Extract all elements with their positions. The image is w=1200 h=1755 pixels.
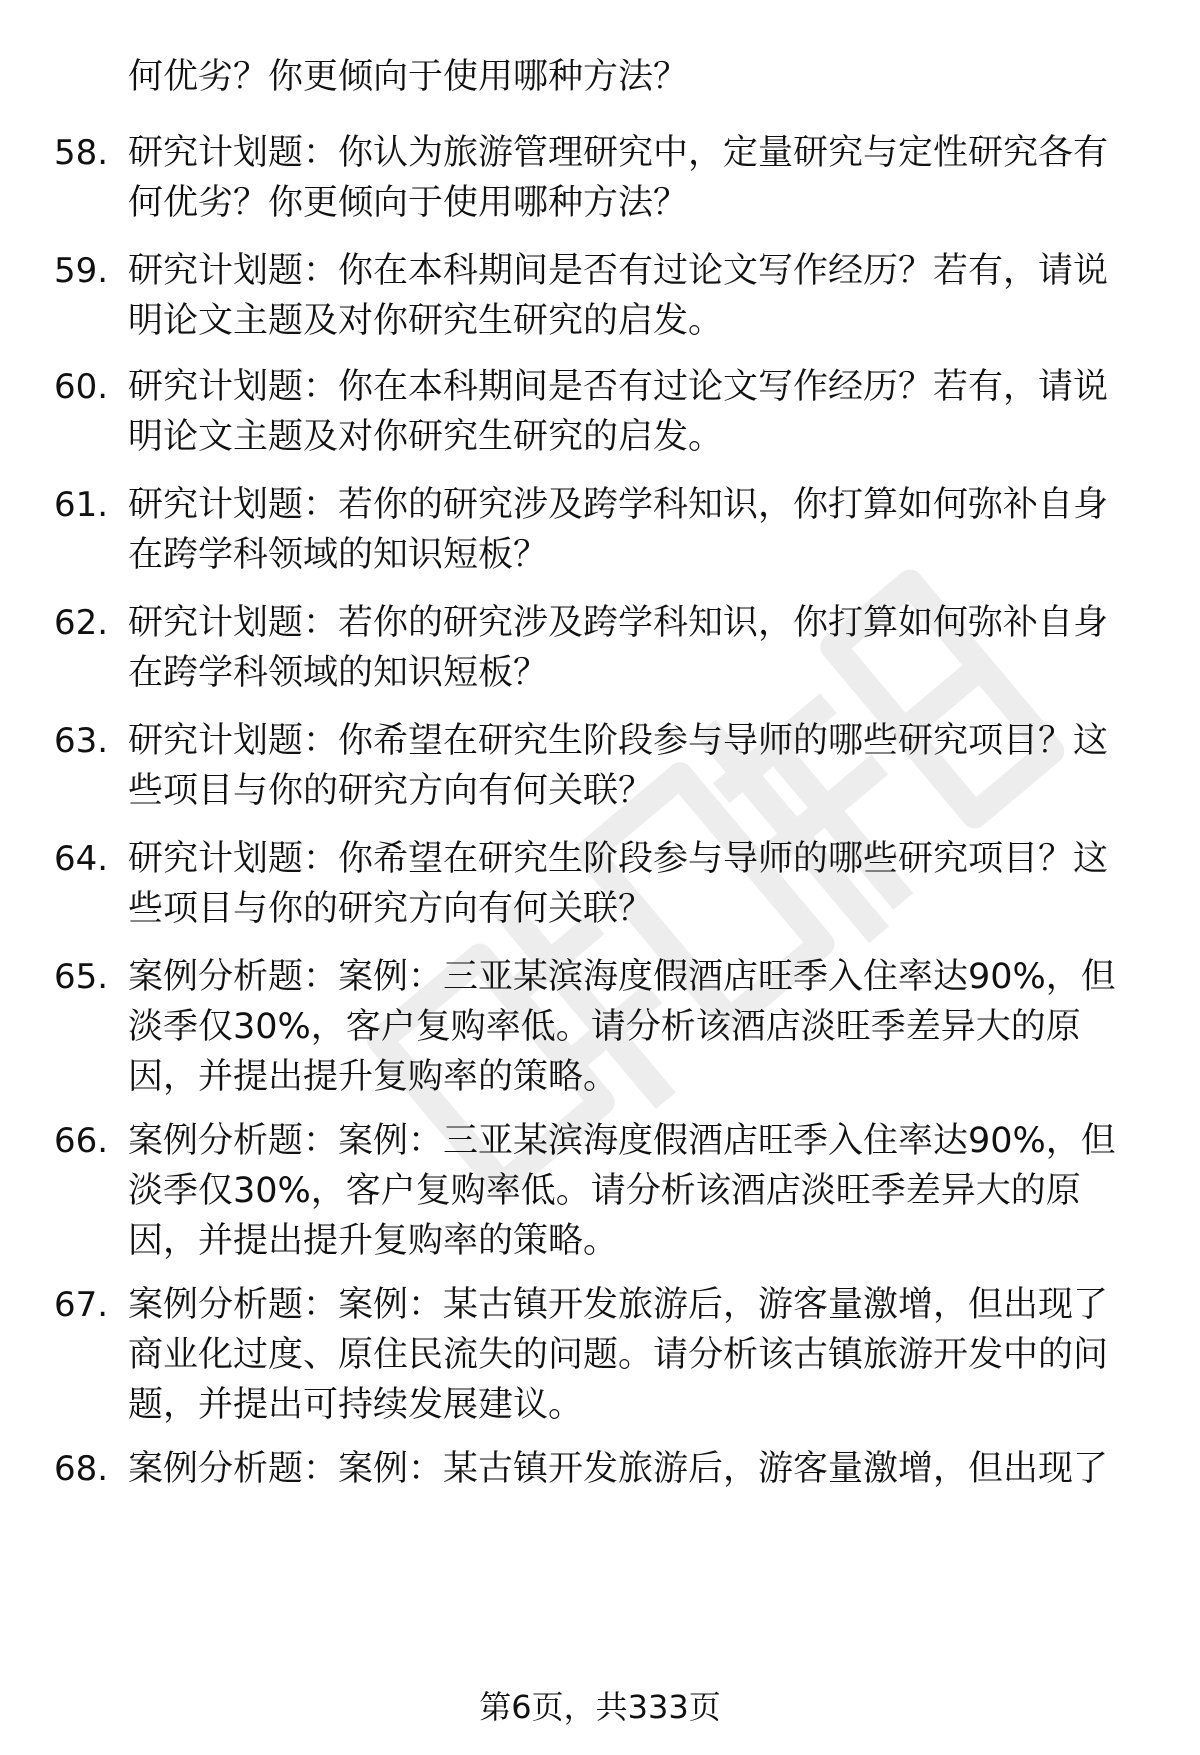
question-number: 68. xyxy=(54,1449,109,1489)
question-text xyxy=(128,246,1148,346)
question-number: 64. xyxy=(54,839,109,879)
question-text xyxy=(128,952,1148,1102)
question-text xyxy=(128,52,1148,102)
question-line: 研究计划题：你认为旅游管理研究中，定量研究与定性研究各有 xyxy=(128,133,1109,173)
question-text xyxy=(128,716,1148,816)
question-line: 因，并提出提升复购率的策略。 xyxy=(128,1057,619,1097)
question-number: 66. xyxy=(54,1121,109,1161)
question-line: 因，并提出提升复购率的策略。 xyxy=(128,1221,619,1261)
question-text xyxy=(128,480,1148,580)
question-number: 61. xyxy=(54,485,109,525)
question-line: 研究计划题：你在本科期间是否有过论文写作经历？若有，请说 xyxy=(128,251,1109,291)
question-line: 题，并提出可持续发展建议。 xyxy=(128,1385,584,1425)
question-number: 60. xyxy=(54,367,109,407)
question-number: 59. xyxy=(54,251,109,291)
question-line: 在跨学科领域的知识短板？ xyxy=(128,653,549,693)
question-line: 在跨学科领域的知识短板？ xyxy=(128,535,549,575)
question-number: 62. xyxy=(54,603,109,643)
question-text xyxy=(128,1116,1148,1266)
question-text xyxy=(128,834,1148,934)
question-line: 商业化过度、原住民流失的问题。请分析该古镇旅游开发中的问 xyxy=(128,1335,1109,1375)
question-text xyxy=(128,362,1148,462)
question-line: 研究计划题：你希望在研究生阶段参与导师的哪些研究项目？这 xyxy=(128,721,1109,761)
page-footer: 第6页，共333页 xyxy=(479,1688,721,1726)
question-line: 研究计划题：若你的研究涉及跨学科知识，你打算如何弥补自身 xyxy=(128,485,1109,525)
question-line: 些项目与你的研究方向有何关联？ xyxy=(128,771,654,811)
question-line: 些项目与你的研究方向有何关联？ xyxy=(128,889,654,929)
question-text xyxy=(128,1280,1148,1430)
question-line: 案例分析题：案例：三亚某滨海度假酒店旺季入住率达90%，但 xyxy=(128,957,1116,997)
question-line: 案例分析题：案例：某古镇开发旅游后，游客量激增，但出现了 xyxy=(128,1449,1109,1489)
question-text xyxy=(128,1444,1148,1494)
question-number: 67. xyxy=(54,1285,109,1325)
question-line: 淡季仅30%，客户复购率低。请分析该酒店淡旺季差异大的原 xyxy=(128,1171,1081,1211)
question-line: 淡季仅30%，客户复购率低。请分析该酒店淡旺季差异大的原 xyxy=(128,1007,1081,1047)
question-line: 研究计划题：你希望在研究生阶段参与导师的哪些研究项目？这 xyxy=(128,839,1109,879)
question-number: 65. xyxy=(54,957,109,997)
question-line: 研究计划题：你在本科期间是否有过论文写作经历？若有，请说 xyxy=(128,367,1109,407)
question-text xyxy=(128,598,1148,698)
question-line: 何优劣？你更倾向于使用哪种方法？ xyxy=(128,57,689,97)
question-line: 明论文主题及对你研究生研究的启发。 xyxy=(128,417,724,457)
question-number: 58. xyxy=(54,133,109,173)
question-line: 案例分析题：案例：三亚某滨海度假酒店旺季入住率达90%，但 xyxy=(128,1121,1116,1161)
question-number: 63. xyxy=(54,721,109,761)
question-line: 何优劣？你更倾向于使用哪种方法？ xyxy=(128,183,689,223)
question-line: 明论文主题及对你研究生研究的启发。 xyxy=(128,301,724,341)
question-text xyxy=(128,128,1148,228)
question-line: 案例分析题：案例：某古镇开发旅游后，游客量激增，但出现了 xyxy=(128,1285,1109,1325)
question-line: 研究计划题：若你的研究涉及跨学科知识，你打算如何弥补自身 xyxy=(128,603,1109,643)
